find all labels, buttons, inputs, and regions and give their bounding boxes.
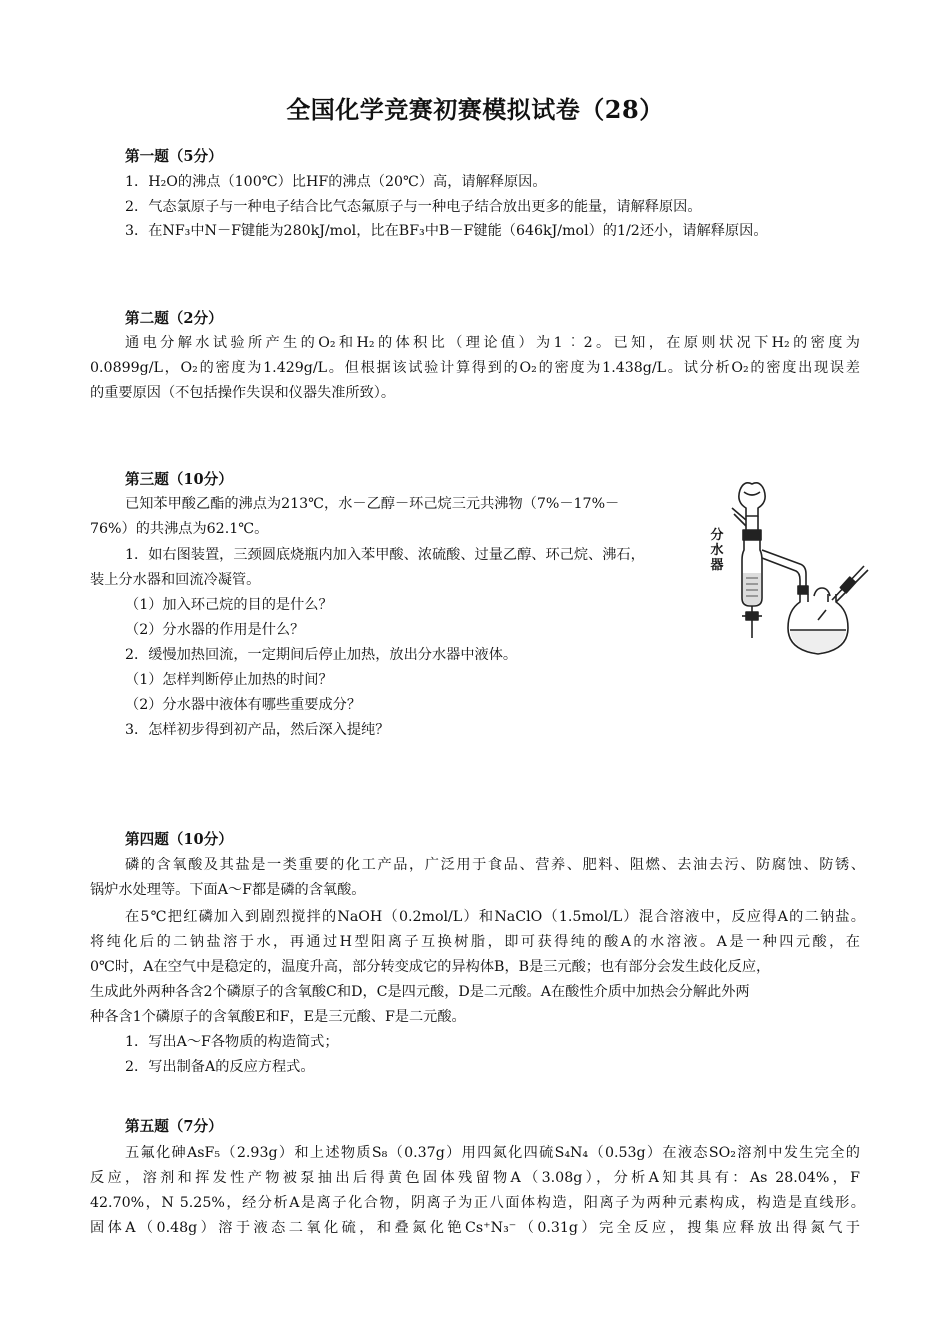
q5-heading: 第五题（7分） (125, 1118, 223, 1135)
q4-heading: 第四题（10分） (125, 831, 233, 848)
q4-line-3: 在5℃把红磷加入到剧烈搅拌的NaOH（0.2mol/L）和NaClO（1.5mol/L）混合溶液中，反应得A的二钠盐。 (125, 909, 865, 925)
q4-line-9: 2．写出制备A的反应方程式。 (125, 1059, 315, 1075)
q3-line-5: （1）加入环己烷的目的是什么？ (125, 597, 333, 613)
q1-line-1: 1．H₂O的沸点（100℃）比HF的沸点（20℃）高，请解释原因。 (125, 174, 547, 190)
q4-line-4: 将纯化后的二钠盐溶于水，再通过H型阳离子互换树脂，即可获得纯的酸A的水溶液。A是一种四元酸，在 (90, 934, 860, 950)
q4-line-2: 锅炉水处理等。下面A～F都是磷的含氧酸。 (90, 882, 366, 898)
q4-line-8: 1．写出A～F各物质的构造简式； (125, 1034, 339, 1050)
q4-line-7: 种各含1个磷原子的含氧酸E和F，E是三元酸、F是二元酸。 (90, 1009, 466, 1025)
q2-line-3: 的重要原因（不包括操作失误和仪器失准所致）。 (90, 385, 396, 401)
q4-line-1: 磷的含氧酸及其盐是一类重要的化工产品，广泛用于食品、营养、肥料、阻燃、去油去污、防腐蚀、防锈、 (125, 857, 865, 873)
q3-line-3: 1．如右图装置，三颈圆底烧瓶内加入苯甲酸、浓硫酸、过量乙醇、环己烷、沸石， (125, 547, 645, 563)
q3-heading: 第三题（10分） (125, 471, 233, 488)
q3-line-1: 已知苯甲酸乙酯的沸点为213℃，水－乙醇－环己烷三元共沸物（7%－17%－ (125, 496, 620, 512)
q4-line-6: 生成此外两种各含2个磷原子的含氧酸C和D，C是四元酸，D是二元酸。A在酸性介质中加热会分解此外两 (90, 984, 750, 1000)
q4-line-5: 0℃时，A在空气中是稳定的，温度升高，部分转变成它的异构体B，B是三元酸；也有部分会发生歧化反应， (90, 959, 771, 975)
q3-line-4: 装上分水器和回流冷凝管。 (90, 572, 261, 588)
q1-line-3: 3．在NF₃中N－F键能为280kJ/mol，比在BF₃中B－F键能（646kJ/mol）的1/2还小，请解释原因。 (125, 223, 768, 239)
q3-line-9: （2）分水器中液体有哪些重要成分？ (125, 697, 362, 713)
q2-heading: 第二题（2分） (125, 310, 223, 327)
q5-line-2: 反应，溶剂和挥发性产物被泵抽出后得黄色固体残留物A（3.08g），分析A知其具有：As 28.04%，F (90, 1170, 860, 1186)
q1-line-2: 2．气态氯原子与一种电子结合比气态氟原子与一种电子结合放出更多的能量，请解释原因。 (125, 199, 702, 215)
q3-line-6: （2）分水器的作用是什么？ (125, 622, 305, 638)
q1-heading: 第一题（5分） (125, 148, 223, 165)
q5-line-3: 42.70%，N 5.25%，经分析A是离子化合物，阴离子为正八面体构造，阳离子为两种元素构成，构造是直线形。 (90, 1195, 865, 1211)
q2-line-1: 通电分解水试验所产生的O₂和H₂的体积比（理论值）为1︰2。已知，在原则状况下H₂的密度为 (125, 335, 860, 351)
q5-line-4: 固体A（0.48g）溶于液态二氧化硫，和叠氮化铯Cs⁺N₃⁻（0.31g）完全反应，搜集应释放出得氮气于 (90, 1220, 860, 1236)
q3-line-10: 3．怎样初步得到初产品，然后深入提纯？ (125, 722, 390, 738)
q2-line-2: 0.0899g/L，O₂的密度为1.429g/L。但根据该试验计算得到的O₂的密度为1.438g/L。试分析O₂的密度出现误差 (90, 360, 860, 376)
apparatus-figure (722, 478, 872, 663)
q3-line-7: 2．缓慢加热回流，一定期间后停止加热，放出分水器中液体。 (125, 647, 518, 663)
q5-line-1: 五氟化砷AsF₅（2.93g）和上述物质S₈（0.37g）用四氮化四硫S₄N₄（0.53g）在液态SO₂溶剂中发生完全的 (125, 1145, 860, 1161)
q3-line-2: 76%）的共沸点为62.1℃。 (90, 521, 269, 537)
page-title: 全国化学竞赛初赛模拟试卷（28） (286, 95, 664, 124)
figure-label: 分水器 (710, 528, 724, 573)
q3-line-8: （1）怎样判断停止加热的时间？ (125, 672, 333, 688)
